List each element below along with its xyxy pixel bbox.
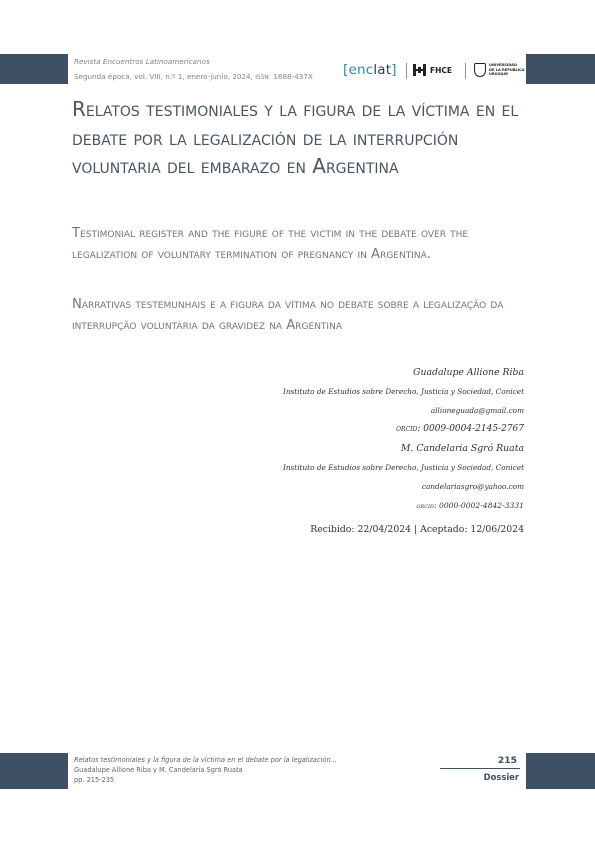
enclat-bracket-close: ] — [391, 62, 397, 78]
submission-dates: Recibido: 22/04/2024 | Aceptado: 12/06/2024 — [310, 524, 524, 535]
logo-divider — [406, 63, 407, 79]
author-email[interactable]: candelariasgro@yahoo.com — [421, 482, 524, 491]
title-spanish: Relatos testimoniales y la figura de la víctima en el debate por la legalización de la interrupción voluntaria del embarazo en Argentina — [72, 97, 519, 178]
issn-label: ISSN — [255, 75, 269, 81]
page-number: 215 — [497, 755, 517, 766]
issue-text: Segunda época, vol. VIII, n.º 1, enero-junio, 2024, — [74, 72, 253, 81]
issn-value: : 1688-437X — [268, 72, 313, 81]
author-institution: Instituto de Estudios sobre Derecho, Justicia y Sociedad, Conicet — [282, 387, 524, 396]
footer-band-right — [526, 753, 595, 789]
enclat-bracket-open: [ — [343, 62, 349, 78]
title-english: Testimonial register and the figure of the victim in the debate over the legalization of voluntary termination of pregnancy in Argentina. — [72, 226, 469, 262]
header-band-right — [526, 54, 595, 84]
udelar-logo — [474, 63, 525, 77]
fhce-text: FHCE — [430, 65, 453, 75]
author-email[interactable]: allioneguada@gmail.com — [430, 406, 524, 415]
author-orcid[interactable] — [283, 496, 524, 515]
footer-band-left — [0, 753, 68, 789]
udelar-line-3: URUGUAY — [489, 72, 509, 77]
fhce-logo — [413, 64, 452, 76]
orcid-id: : 0000-0002-4842-3331 — [434, 501, 524, 510]
author-orcid[interactable] — [283, 420, 524, 439]
udelar-line-2: DE LA REPÚBLICA — [489, 67, 525, 72]
footer-article-title: Relatos testimoniales y la figura de la víctima en el debate por la legalización... — [74, 756, 337, 764]
header-band-left — [0, 54, 68, 84]
enclat-enc: enc — [348, 62, 374, 78]
udelar-text — [489, 63, 525, 76]
orcid-label: orcid — [416, 501, 435, 510]
author-name: Guadalupe Allione Riba — [413, 367, 524, 378]
enclat-lat: lat — [373, 62, 392, 78]
section-label: Dossier — [483, 772, 519, 782]
journal-issue — [74, 72, 313, 81]
orcid-id: : 0009-0004-2145-2767 — [417, 424, 524, 434]
udelar-line-1: UNIVERSIDAD — [489, 63, 517, 68]
footer-authors: Guadalupe Allione Riba y M. Candelaria Sgró Ruata — [74, 766, 243, 774]
author-block — [283, 363, 524, 515]
author-institution: Instituto de Estudios sobre Derecho, Justicia y Sociedad, Conicet — [282, 463, 524, 472]
journal-name: Revista Encuentros Latinoamericanos — [74, 57, 210, 66]
orcid-label: orcid — [396, 424, 418, 434]
footer-rule — [440, 768, 520, 769]
footer-pages: pp. 215-235 — [74, 776, 115, 784]
fhce-mark-icon — [413, 64, 427, 76]
title-portuguese: Narrativas testemunhais e a figura da vítima no debate sobre a legalização da interrupção voluntária da gravidez na Argentina — [72, 297, 504, 333]
author-name: M. Candelaria Sgró Ruata — [400, 443, 524, 454]
logo-divider-2 — [465, 63, 466, 79]
enclat-logo — [343, 62, 397, 78]
udelar-seal-icon — [474, 63, 486, 77]
